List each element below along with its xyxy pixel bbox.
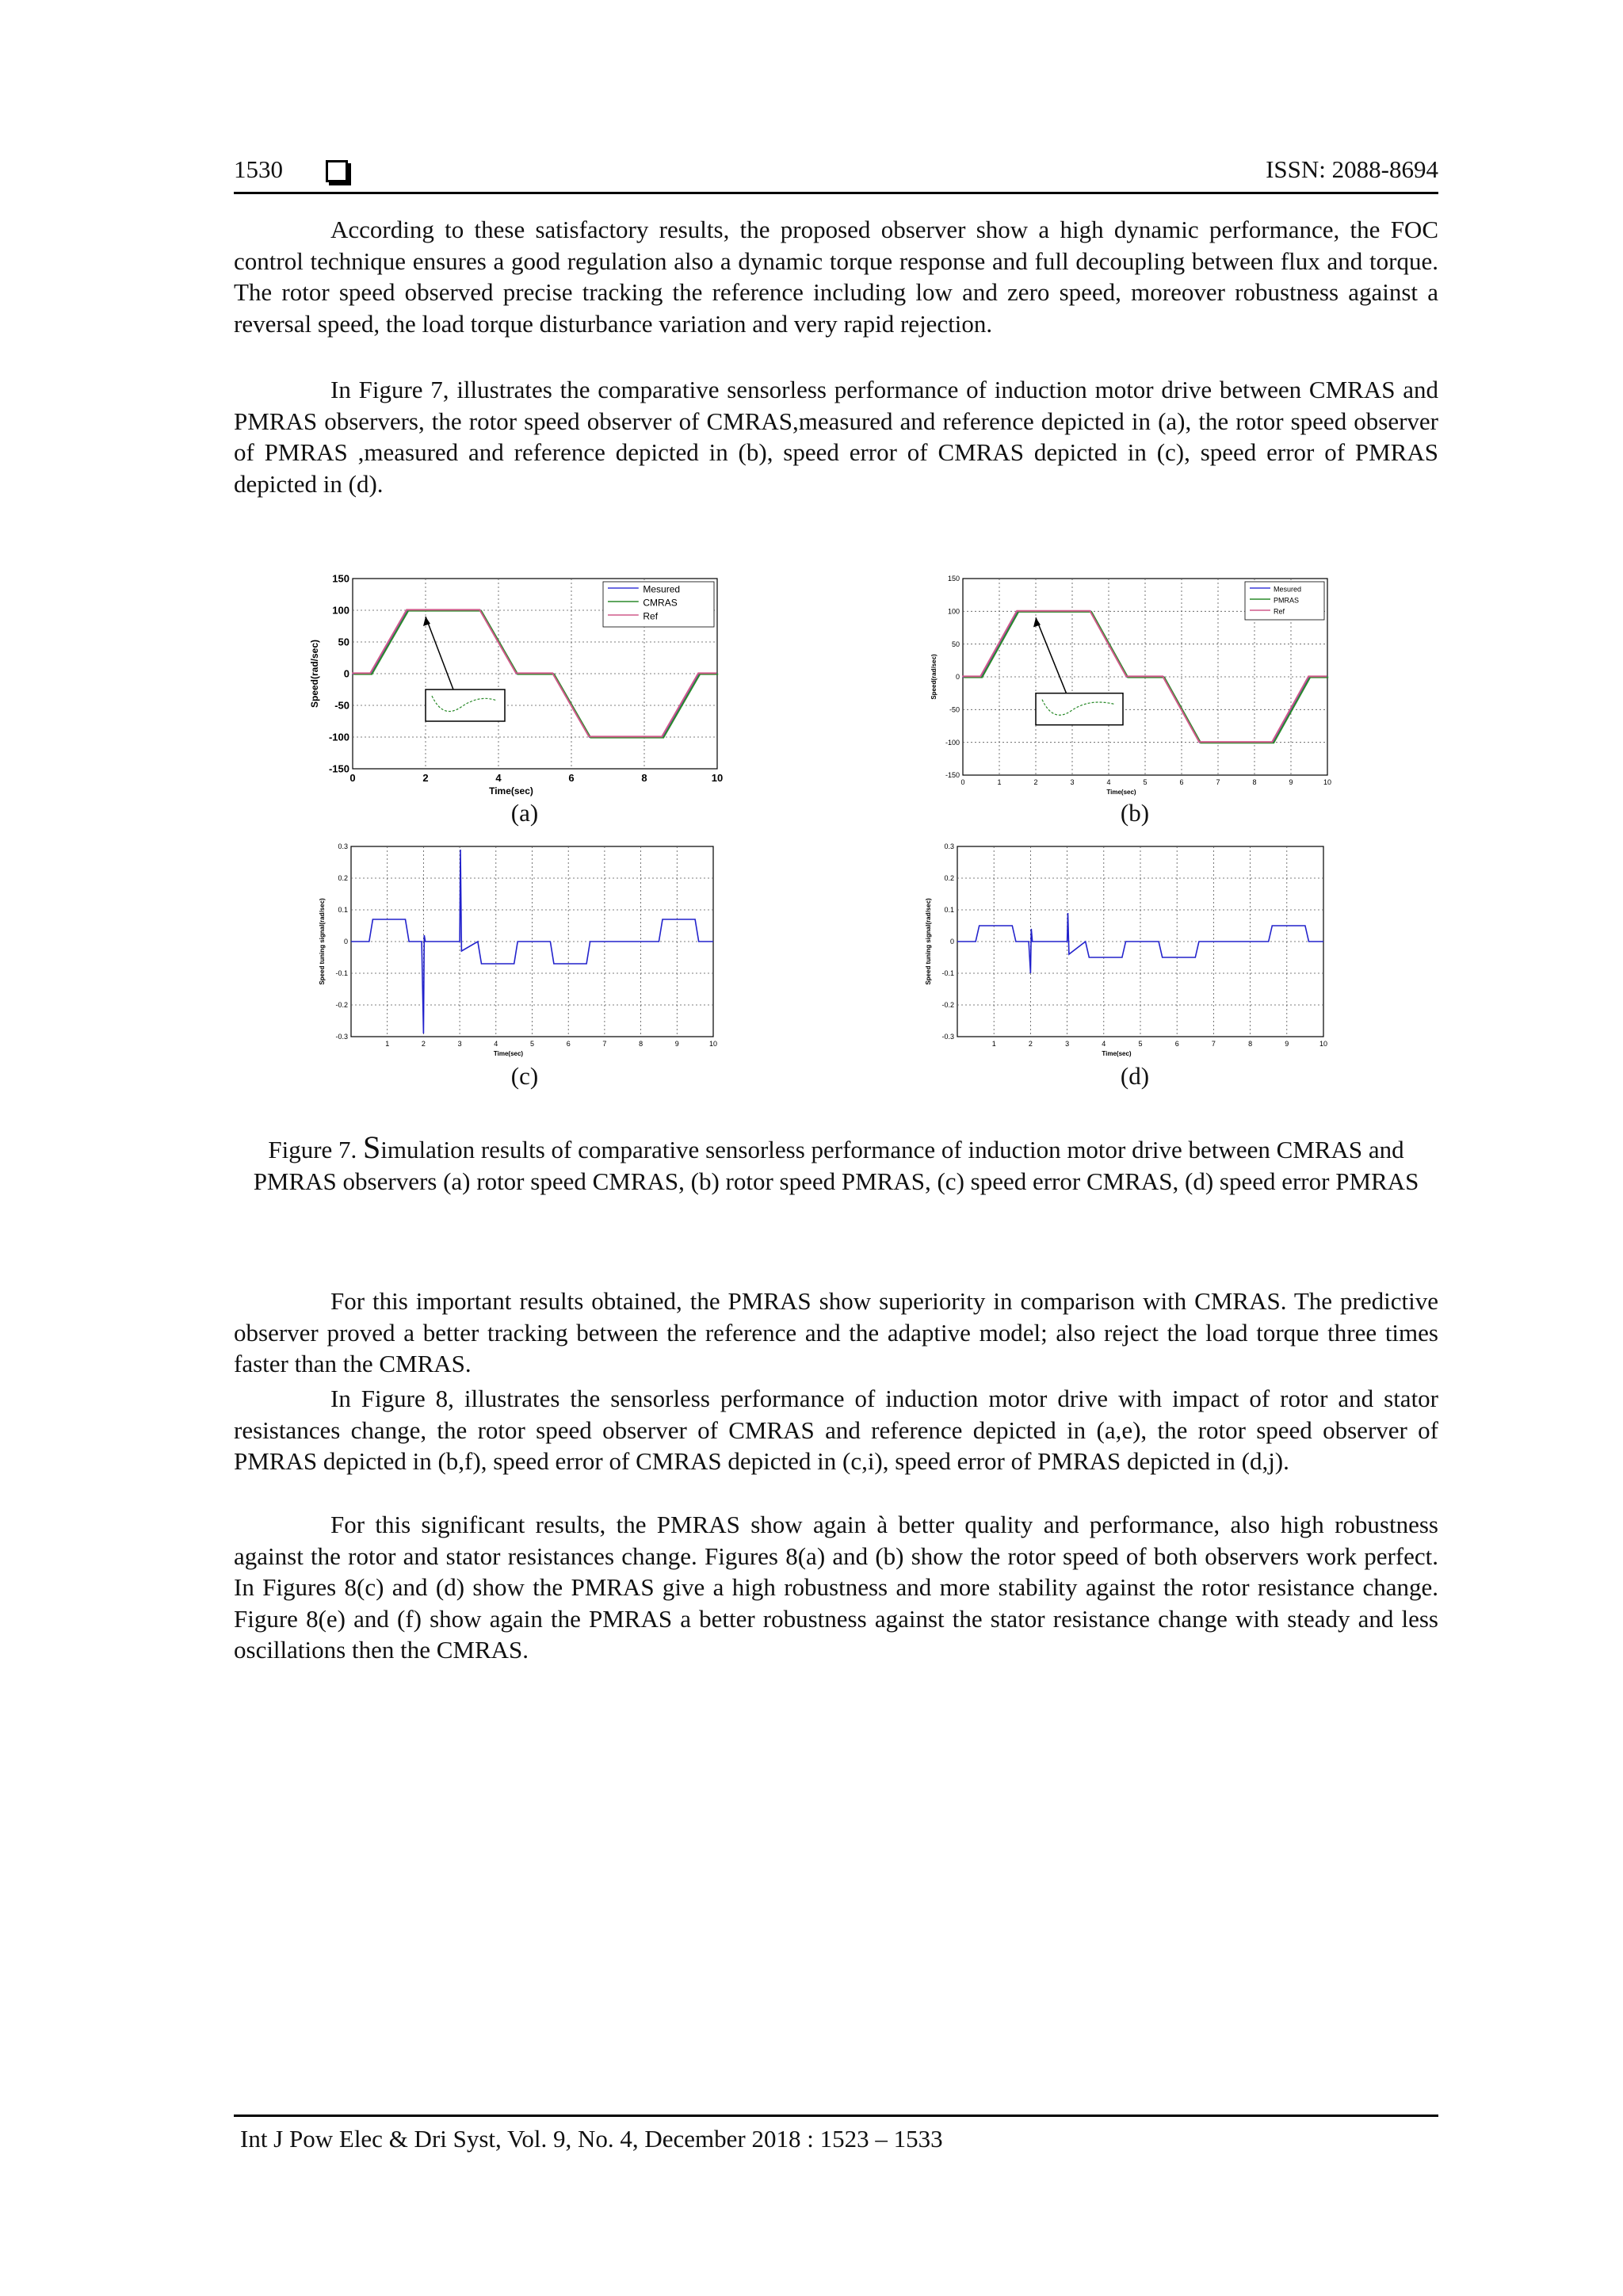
x-tick-label: 9: [674, 1040, 679, 1048]
x-tick-label: 1: [991, 1040, 996, 1048]
caption-prefix: Figure 7.: [268, 1136, 364, 1163]
x-tick-label: 10: [711, 772, 724, 784]
x-axis-label: Time(sec): [493, 1050, 524, 1057]
x-tick-label: 8: [1248, 1040, 1253, 1048]
x-tick-label: 6: [566, 1040, 571, 1048]
y-axis-label: Speed tuning signal(rad/sec): [925, 898, 932, 985]
y-tick-label: 0.3: [944, 842, 954, 851]
y-tick-label: 150: [332, 572, 349, 585]
y-tick-label: -50: [949, 705, 960, 714]
legend-entry: CMRAS: [643, 597, 678, 609]
y-tick-label: -0.1: [335, 969, 348, 978]
x-tick-label: 7: [1216, 778, 1220, 786]
y-tick-label: 100: [332, 604, 349, 617]
chart-c-svg: [313, 839, 725, 1068]
sublabel-a: (a): [510, 799, 539, 827]
y-tick-label: 0.2: [338, 874, 348, 883]
x-tick-label: 10: [1319, 1040, 1328, 1048]
legend-entry: Ref: [1274, 607, 1285, 616]
x-tick-label: 2: [1028, 1040, 1033, 1048]
x-tick-label: 4: [495, 772, 502, 784]
y-tick-label: 0: [949, 938, 954, 946]
paragraph-4: In Figure 8, illustrates the sensorless performance of induction motor drive with impact of rotor and stator resistances change, the rotor speed observer of CMRAS and reference depicted in (a,e), the rotor speed observer of PMRAS depicted in (b,f), speed error of CMRAS depicted in (c,i), speed error of PMRAS depicted in (d,j).: [234, 1385, 1438, 1475]
x-tick-label: 9: [1285, 1040, 1289, 1048]
x-tick-label: 0: [960, 778, 965, 786]
y-tick-label: -150: [328, 762, 349, 775]
y-tick-label: 50: [338, 636, 349, 648]
x-tick-label: 2: [1033, 778, 1038, 786]
caption-rest: imulation results of comparative sensorless performance of induction motor drive between CMRAS and PMRAS observers (a) rotor speed CMRAS, (b) rotor speed PMRAS, (c) speed error CMRAS, (d) speed error PMRAS: [253, 1136, 1419, 1195]
x-tick-label: 6: [1174, 1040, 1179, 1048]
x-axis-label: Time(sec): [489, 785, 533, 797]
x-tick-label: 2: [422, 772, 429, 784]
y-tick-label: -0.3: [941, 1033, 954, 1041]
x-tick-label: 0: [349, 772, 356, 784]
x-tick-label: 10: [708, 1040, 718, 1048]
legend-entry: Mesured: [1274, 585, 1302, 594]
figure-caption: [234, 1129, 1438, 1198]
x-tick-label: 1: [385, 1040, 390, 1048]
y-tick-label: 0.3: [338, 842, 348, 851]
x-tick-label: 3: [1065, 1040, 1070, 1048]
x-tick-label: 9: [1289, 778, 1293, 786]
paragraph-1: According to these satisfactory results, the proposed observer show a high dynamic performance, the FOC control technique ensures a good regulation also a dynamic torque response and full decoupling between flux and torque. The rotor speed observed precise tracking the reference including low and zero speed, moreover robustness against a reversal speed, the load torque disturbance variation and very rapid rejection.: [234, 216, 1438, 338]
x-tick-label: 10: [1323, 778, 1332, 786]
y-axis-label: Speed tuning signal(rad/sec): [319, 898, 326, 985]
y-tick-label: 0: [343, 667, 349, 680]
x-tick-label: 7: [602, 1040, 607, 1048]
x-axis-label: Time(sec): [1106, 789, 1136, 796]
y-axis-label: Speed(rad/sec): [309, 639, 320, 709]
legend-entry: Ref: [643, 610, 659, 622]
legend-entry: PMRAS: [1274, 596, 1300, 605]
page-header: [234, 155, 1438, 194]
y-tick-label: -0.1: [941, 969, 954, 978]
caption-big-letter: S: [363, 1129, 381, 1165]
x-tick-label: 5: [1138, 1040, 1143, 1048]
y-tick-label: -50: [334, 699, 349, 712]
x-tick-label: 4: [494, 1040, 498, 1048]
x-tick-label: 8: [639, 1040, 643, 1048]
x-tick-label: 5: [1143, 778, 1148, 786]
y-tick-label: -0.2: [941, 1001, 954, 1010]
issn: ISSN: 2088-8694: [1266, 155, 1438, 183]
y-tick-label: 0: [343, 938, 348, 946]
paragraph-2: In Figure 7, illustrates the comparative sensorless performance of induction motor drive between CMRAS and PMRAS observers, the rotor speed observer of CMRAS,measured and reference depicted in (a), the rotor speed observer of PMRAS ,measured and reference depicted in (b), speed error of CMRAS depicted in (c), speed error of PMRAS depicted in (d).: [234, 376, 1438, 498]
y-tick-label: -150: [945, 771, 960, 780]
chart-b: [923, 571, 1343, 800]
x-tick-label: 8: [1252, 778, 1257, 786]
paragraph-3: For this important results obtained, the PMRAS show superiority in comparison with CMRAS. The predictive observer proved a better tracking between the reference and the adaptive model; also reject the load torque three times faster than the CMRAS.: [234, 1287, 1438, 1377]
sublabel-b: (b): [1120, 799, 1150, 827]
y-tick-label: 0.1: [944, 906, 954, 915]
chart-c: [313, 839, 725, 1068]
y-tick-label: -100: [945, 738, 960, 747]
x-tick-label: 4: [1106, 778, 1111, 786]
chart-d-svg: [919, 839, 1339, 1068]
chart-b-svg: [923, 571, 1343, 800]
square-bullet-icon: [326, 160, 348, 182]
sublabel-d: (d): [1120, 1062, 1150, 1090]
zoom-inset: [1036, 693, 1123, 725]
y-tick-label: 150: [947, 575, 960, 583]
x-tick-label: 2: [421, 1040, 426, 1048]
y-tick-label: -100: [328, 731, 349, 743]
y-tick-label: -0.3: [335, 1033, 348, 1041]
y-tick-label: -0.2: [335, 1001, 348, 1010]
sublabel-c: (c): [510, 1062, 539, 1090]
y-tick-label: 100: [947, 607, 960, 616]
x-tick-label: 8: [641, 772, 647, 784]
x-tick-label: 1: [997, 778, 1002, 786]
paragraph-5: For this significant results, the PMRAS show again à better quality and performance, also high robustness against the rotor and stator resistances change. Figures 8(a) and (b) show the rotor speed of both observers work perfect. In Figures 8(c) and (d) show the PMRAS give a high robustness and more stability against the rotor resistance change. Figure 8(e) and (f) show again the PMRAS a better robustness against the stator resistance change with steady and less oscillations then the CMRAS.: [234, 1511, 1438, 1664]
x-tick-label: 5: [529, 1040, 535, 1048]
x-tick-label: 7: [1211, 1040, 1216, 1048]
page-number: 1530: [234, 155, 283, 183]
chart-d: [919, 839, 1339, 1068]
x-tick-label: 6: [1179, 778, 1184, 786]
chart-a: [297, 571, 725, 800]
x-tick-label: 3: [457, 1040, 462, 1048]
y-tick-label: 0.2: [944, 874, 954, 883]
legend-entry: Mesured: [643, 583, 681, 595]
chart-a-svg: [297, 571, 725, 800]
x-tick-label: 3: [1070, 778, 1075, 786]
y-tick-label: 0.1: [338, 906, 348, 915]
zoom-inset: [426, 690, 505, 721]
x-tick-label: 4: [1102, 1040, 1106, 1048]
x-axis-label: Time(sec): [1102, 1050, 1132, 1057]
x-tick-label: 6: [568, 772, 575, 784]
page-footer: Int J Pow Elec & Dri Syst, Vol. 9, No. 4, December 2018 : 1523 – 1533: [234, 2115, 1438, 2153]
y-tick-label: 0: [955, 673, 960, 682]
y-axis-label: Speed(rad/sec): [930, 654, 938, 700]
y-tick-label: 50: [951, 640, 960, 648]
